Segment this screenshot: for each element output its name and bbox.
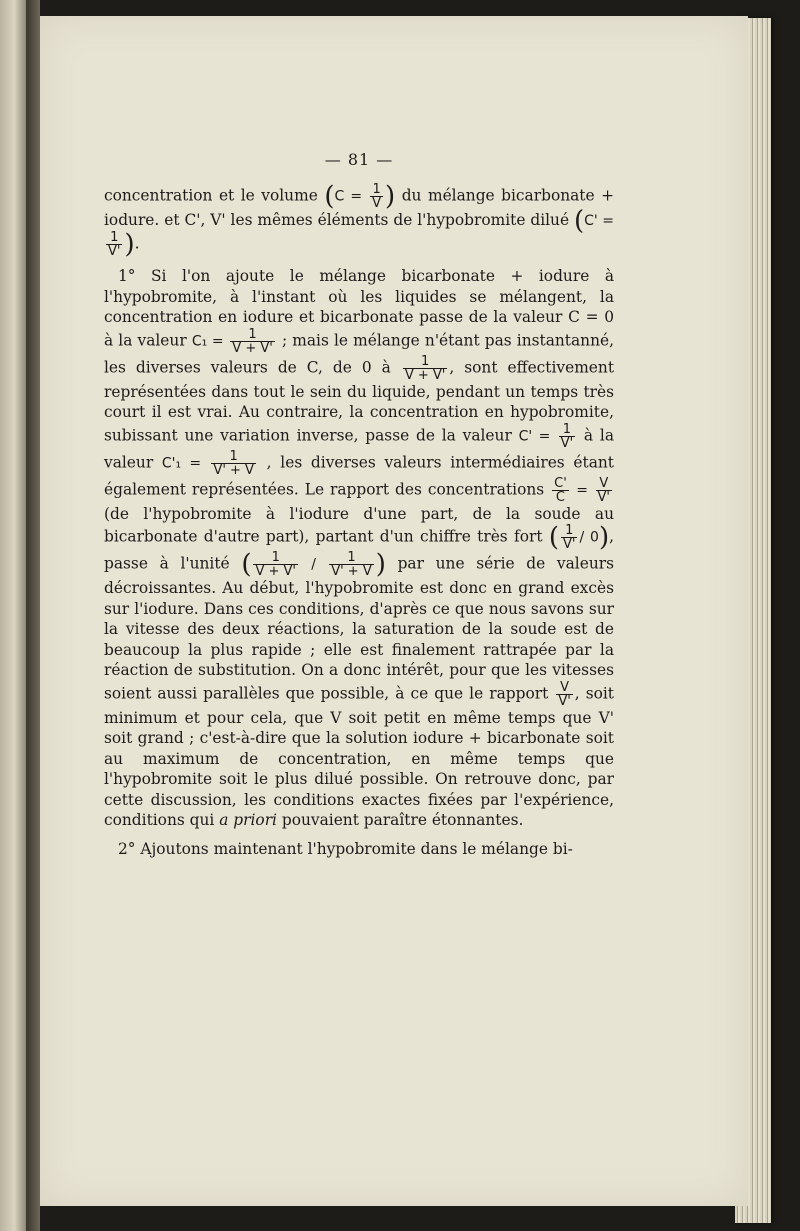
paragraph-3: 2° Ajoutons maintenant l'hypobromite dans le mélange bi- bbox=[118, 839, 573, 858]
paragraph-2: 1° Si l'on ajoute le mélange bicarbonate + iodure à l'hypobromite, à l'instant où les liquides se mélangent, la concentration en iodure et bicarbonate passe de la valeur C = 0 à la valeur C₁ = $\frac{1}{V + V'}$ ; mais le mélange n'étant pas instantanné, les diverses valeurs de C, de 0 à $\frac{1}{V + V'}$ , sont effectivement représentées dans tout le sein du liquide, pendant un temps très court il est vrai. Au contraire, la concentration en hypobromite, subissant une variation inverse, passe de la valeur C' = $\frac{1}{V'}$ à la valeur C'₁ = $\frac{1}{V' + V}$ , les diverses valeurs intermédiaires étant également représentées. Le rapport des concentrations $\frac{C'}{C}$ = $\frac{V}{V'}$ (de l'hypobromite à l'iodure d'une part, de la soude au bicarbonate d'autre part), partant d'un chiffre très fort ( $\frac{1}{V'}$ / 0), passe à l'unité ( $\frac{1}{V + V'}$ / $\frac{1}{V' + V}$ ) par une série de valeurs décroissantes. Au début, l'hypobromite est donc en grand excès sur l'iodure. Dans ces conditions, d'après ce que nous savons sur la vitesse des deux réactions, la saturation de la soude est de beaucoup la plus rapide ; elle est finalement rattrapée par la réaction de substitution. On a donc intérêt, pour que les vitesses soient aussi parallèles que possible, à ce que le rapport $\frac{V}{V'}$ , soit minimum et pour cela, que V soit petit en même temps que V' soit grand ; c'est-à-dire que la solution iodure + bicarbonate soit au maximum de concentration, en même temps que l'hypobromite soit le plus dilué possible. On retrouve donc, par cette discussion, les conditions exactes fixées par l'expérience, conditions qui a priori pouvaient paraître étonnantes. bbox=[104, 267, 615, 829]
fraction: $\frac{1}{V' + V}$ bbox=[213, 448, 254, 478]
fraction: $\frac{C'}{C}$ bbox=[554, 475, 567, 505]
fraction: $\frac{1}{V'}$ bbox=[108, 230, 121, 259]
fraction: $\frac{1}{V'}$ bbox=[562, 523, 576, 552]
fraction: $\frac{1}{V + V'}$ bbox=[232, 326, 273, 356]
fraction: $\frac{1}{V' + V}$ bbox=[331, 550, 372, 579]
fraction: $\frac{1}{V + V'}$ bbox=[404, 353, 446, 383]
fraction: $\frac{1}{V}$ bbox=[372, 181, 382, 211]
fraction: $\frac{V}{V'}$ bbox=[558, 679, 571, 709]
page-text bbox=[104, 150, 614, 859]
fraction: $\frac{1}{V'}$ bbox=[560, 421, 574, 451]
fraction: $\frac{V}{V'}$ bbox=[597, 475, 610, 505]
fraction: $\frac{1}{V + V'}$ bbox=[255, 550, 297, 579]
page-number: — 81 — bbox=[324, 150, 394, 169]
facing-page-edge bbox=[0, 0, 26, 1231]
book-gutter bbox=[26, 0, 40, 1231]
paragraph-1: concentration et le volume (C = $\frac{1}{V}$ ) du mélange bicarbonate + iodure. et C', V' les mêmes éléments de l'hypobromite dilué (C' = $\frac{1}{V'}$ ). bbox=[104, 180, 614, 260]
italic-a-priori: a priori bbox=[219, 811, 277, 829]
